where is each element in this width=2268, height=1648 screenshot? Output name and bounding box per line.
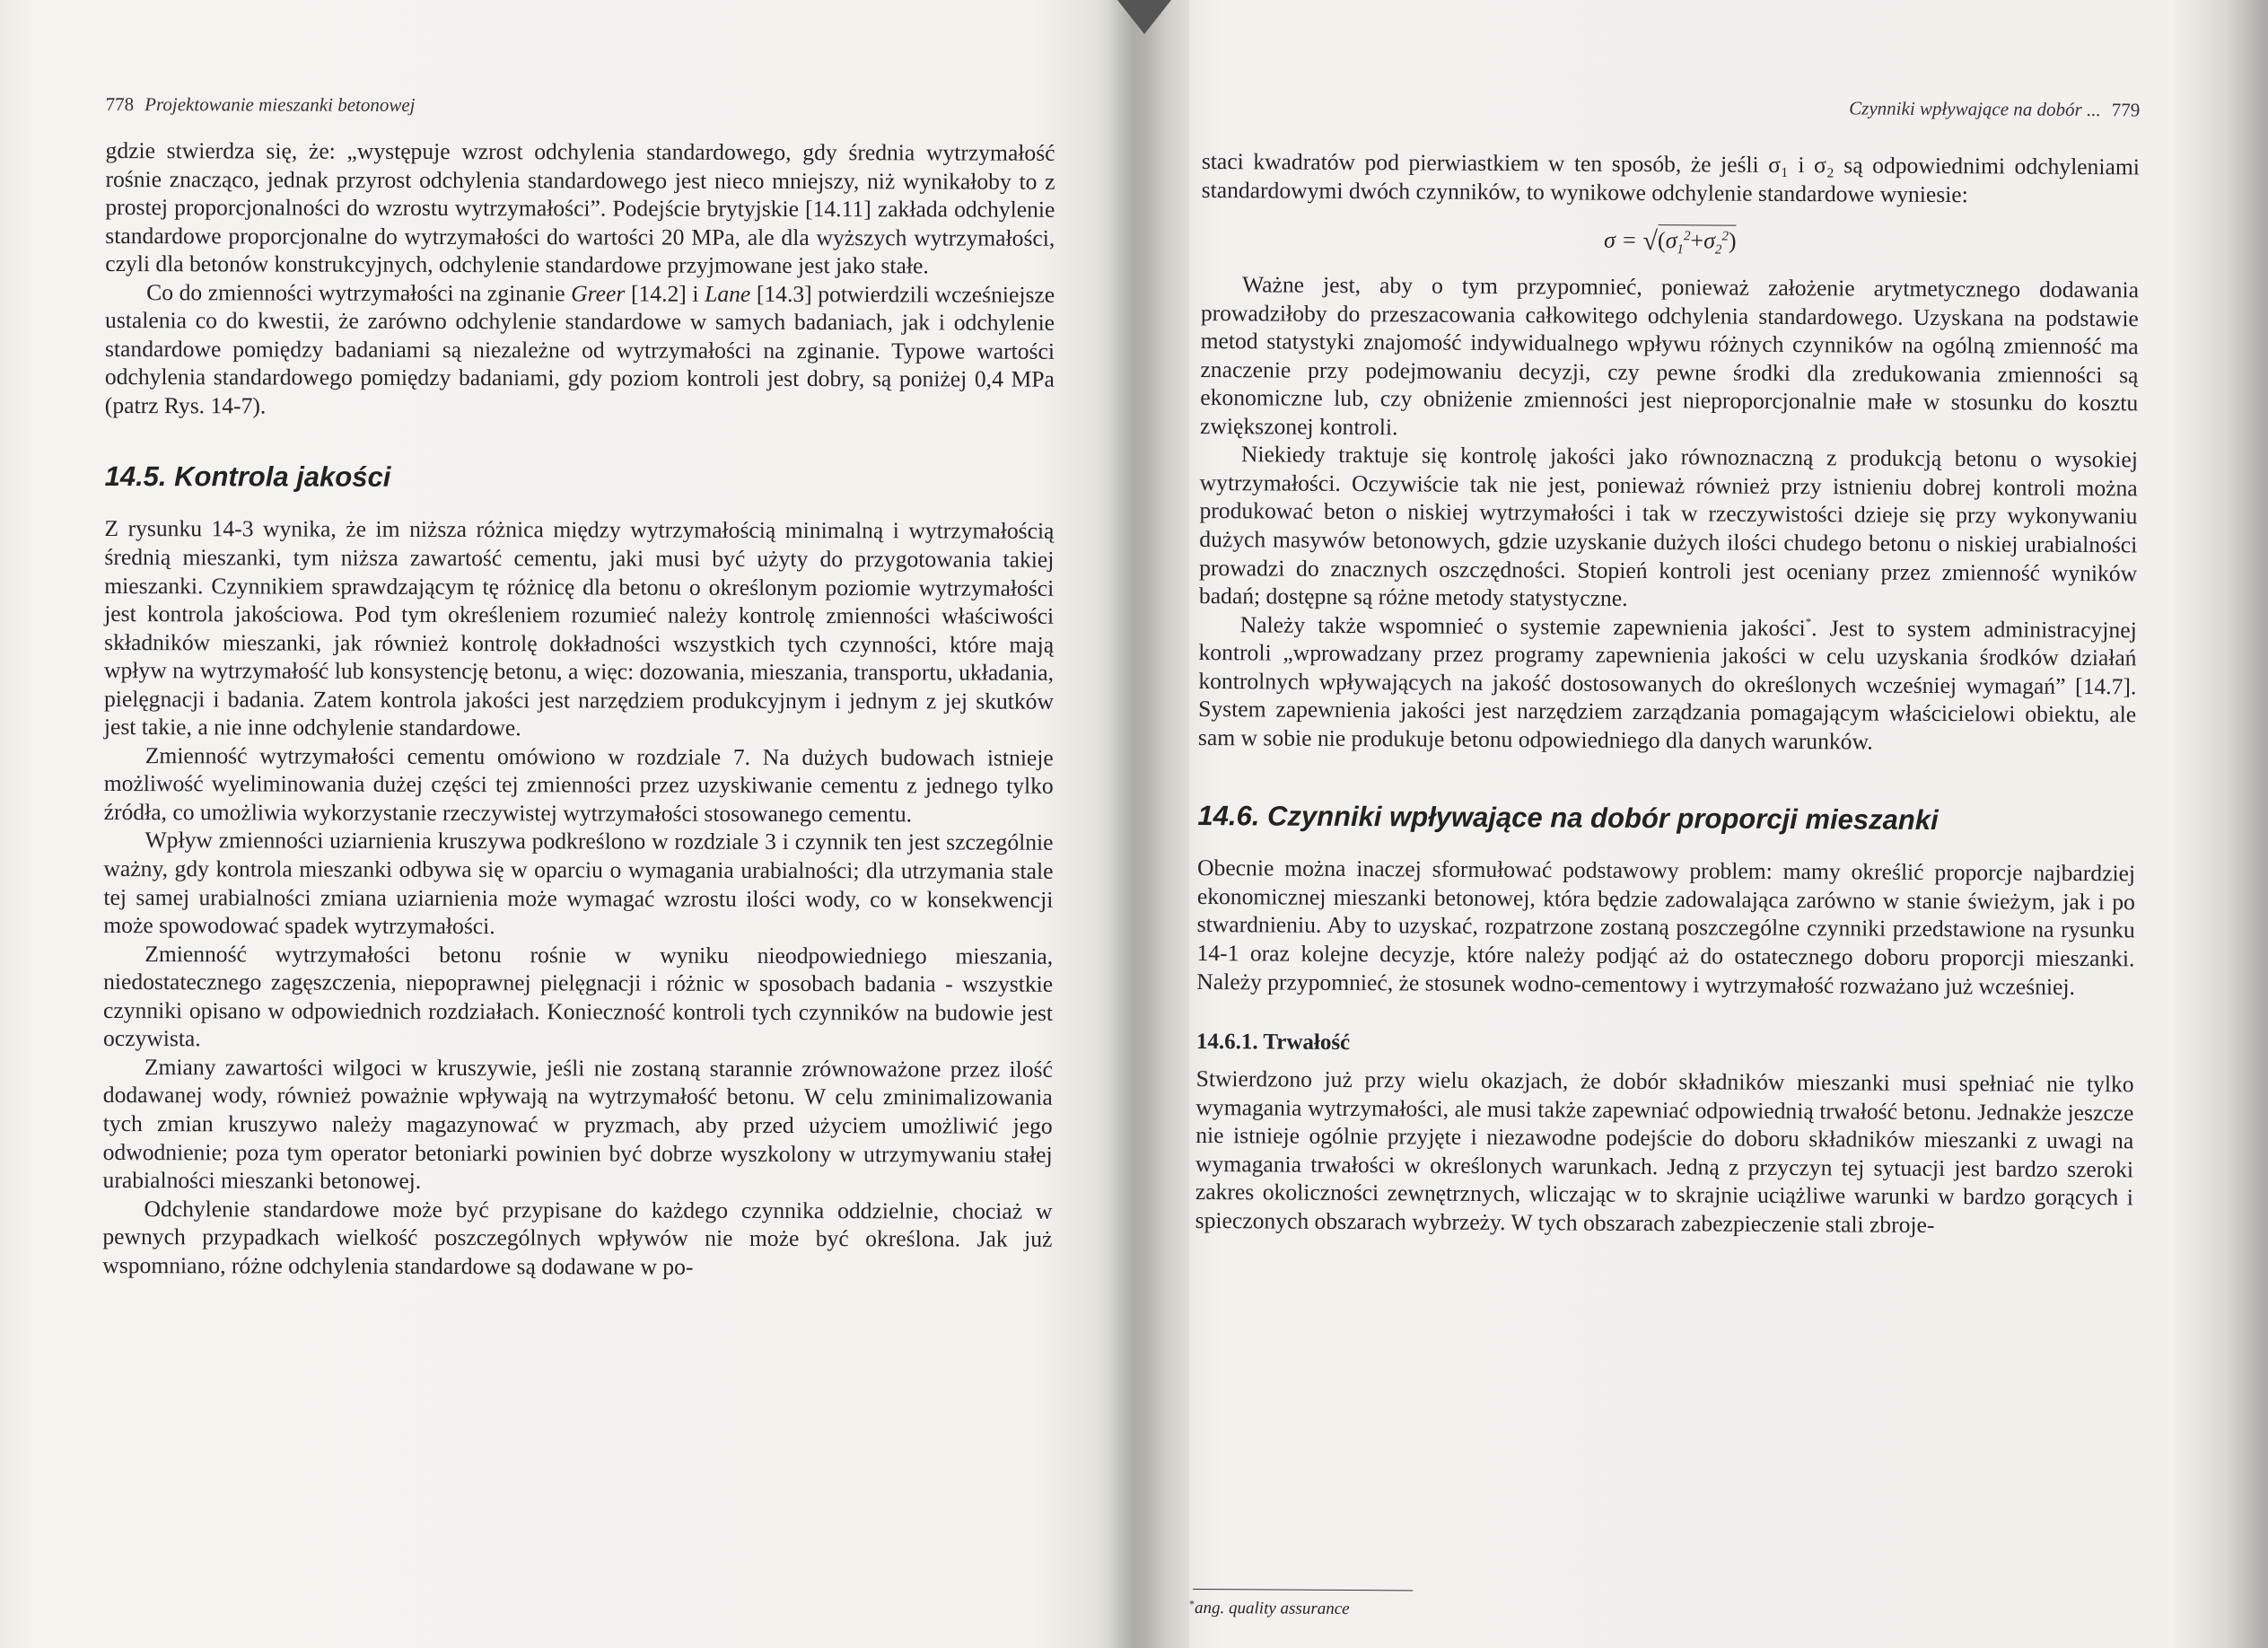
paragraph: Odchylenie standardowe może być przypisane do każdego czynnika oddzielnie, chociaż w pewnych przypadkach wielkość poszczególnych wpływów nie może być określona. Jak już wspomniano, różne odchylenia standardowe są dodawane w po- bbox=[102, 1195, 1053, 1280]
footnote: *ang. quality assurance bbox=[1189, 1597, 1350, 1619]
paragraph: Z rysunku 14-3 wynika, że im niższa różnica między wytrzymałością minimalną i wytrzymałością średnią mieszanki, tym niższa zawartość cementu, jaki musi być użyty do przygotowania takiej mieszanki. Czynnikiem sprawdzającym tę różnicę dla betonu o określonym poziomie wytrzymałości jest kontrola jakościowa. Pod tym określeniem rozumieć należy kontrolę zmienności właściwości składników mieszanki, jak również kontrolę dokładności wszystkich tych czynności, które mają wpływ na wytrzymałość lub konsystencję betonu, a więc: dozowania, mieszania, transportu, układania, pielęgnacji i badania. Zatem kontrola jakości jest narzędziem produkcyjnym i jednym z jej skutków jest takie, a nie inne odchylenie standardowe. bbox=[103, 515, 1055, 741]
subsection-heading-14-6-1: 14.6.1. Trwałość bbox=[1195, 1030, 1351, 1056]
author-greer: Greer bbox=[571, 280, 626, 307]
paragraph: Niekiedy traktuje się kontrolę jakości jako równoznaczną z produkcją betonu o wysokiej wytrzymałości. Oczywiście tak nie jest, ponieważ również przy istnieniu dobrej kontroli można produkować beton o niskiej wytrzymałości i tak w rzeczywistości dzieje się przy wykonywaniu dużych masywów betonowych, gdzie uzyskanie dużych ilości chudego betonu o niskiej urabialności prowadzi do znacznych oszczędności. Stopień kontroli jest oceniany przez zmienność wyników badań; dostępne są różne metody statystyczne. bbox=[1198, 441, 2138, 612]
left-page-number: 778 bbox=[105, 92, 135, 116]
right-body bbox=[1195, 147, 2140, 1240]
left-running-head bbox=[106, 93, 416, 117]
section-heading-14-6: 14.6. Czynniki wpływające na dobór proporcji mieszanki bbox=[1197, 800, 1939, 837]
book-gutter bbox=[1108, 0, 1189, 1648]
formula-lhs: σ = bbox=[1604, 226, 1638, 254]
formula-radicand: $(\sigma_1^2+\sigma_2^2)$ bbox=[1658, 224, 1737, 254]
sigma-formula bbox=[1201, 220, 2139, 261]
paragraph: Zmienność wytrzymałości betonu rośnie w wyniku nieodpowiedniego mieszania, niedostatecznego zagęszczenia, niepoprawnej pielęgnacji i różnic w sposobach badania - wszystkie czynniki opisano w odpowiednich rozdziałach. Konieczność kontroli tych czynników na budowie jest oczywista. bbox=[102, 940, 1054, 1052]
paragraph: Zmiany zawartości wilgoci w kruszywie, jeśli nie zostaną starannie zrównoważone przez ilość dodawanej wody, również poważnie wpływają na wytrzymałość betonu. W celu zminimalizowania tych zmian kruszywo należy magazynować w pryzmach, aby przed użyciem umożliwić jego odwodnienie; poza tym operator betoniarki powinien być dobrze wyszkolony w utrzymywaniu stałej urabialności mieszanki betonowej. bbox=[102, 1053, 1053, 1194]
right-running-head bbox=[1849, 97, 2140, 121]
paragraph-quality-assurance: Należy także wspomnieć o systemie zapewnienia jakości*. Jest to system administracyjnej kontroli „wprowadzany przez programy zapewnienia jakości w celu uzyskania środków działań kontrolnych wpływających na jakość dostosowanych do określonych wcześniej wymagań” [14.7]. System zapewnienia jakości jest narzędziem zarządzania pomagającym właścicielowi obiektu, ale sam w sobie nie produkuje betonu odpowiedniego dla danych warunków. bbox=[1197, 610, 2137, 755]
right-running-title: Czynniki wpływające na dobór ... bbox=[1849, 97, 2101, 121]
footnote-marker: * bbox=[1805, 614, 1812, 628]
sqrt-symbol: √ bbox=[1642, 226, 1659, 257]
paragraph: Zmienność wytrzymałości cementu omówiono w rozdziale 7. Na dużych budowach istnieje możliwość wyeliminowania dużej części tej zmienności przez uzyskiwanie cementu z jednego tylko źródła, co umożliwia wykorzystanie rzeczywistej wytrzymałości stosowanego cementu. bbox=[103, 741, 1054, 828]
left-body bbox=[102, 136, 1055, 1282]
section-heading-14-5: 14.5. Kontrola jakości bbox=[104, 460, 391, 494]
paragraph: Stwierdzono już przy wielu okazjach, że dobór składników mieszanki musi spełniać nie tylko wymagania wytrzymałości, ale musi także zapewniać odpowiednią trwałość betonu. Jednakże jeszcze nie istnieje ogólnie przyjęte i niezawodne podejście do doboru składników mieszanki z uwagi na wymagania trwałości w określonych warunkach. Jedną z przyczyn tej sytuacji jest bardzo szeroki zakres okoliczności zewnętrznych, wliczając w to skrajnie uciążliwe warunki w bardzo gorących i spieczonych obszarach wybrzeży. W tych obszarach zabezpieczenie stali zbroje- bbox=[1195, 1065, 2134, 1238]
left-running-title: Projektowanie mieszanki betonowej bbox=[144, 93, 416, 116]
paragraph-greer-lane: Co do zmienności wytrzymałości na zginanie Greer [14.2] i Lane [14.3] potwierdzili wcześniejsze ustalenia co do kwestii, że zarówno odchylenie standardowe w samych badaniach, jak i odchylenie standardowe pomiędzy badaniami są niezależne od wytrzymałości na zginanie. Typowe wartości odchylenia standardowego pomiędzy badaniami, gdy poziom kontroli jest dobry, są poniżej 0,4 MPa (patrz Rys. 14-7). bbox=[104, 278, 1055, 419]
footnote-text: ang. quality assurance bbox=[1194, 1598, 1350, 1619]
author-lane: Lane bbox=[705, 280, 751, 307]
paragraph: gdzie stwierdza się, że: „występuje wzrost odchylenia standardowego, gdy średnia wytrzymałość rośnie znacząco, jednak przyrost odchylenia standardowego jest nieco mniejszy, niż wynikałoby to z prostej proporcjonalności do wzrostu wytrzymałości”. Podejście brytyjskie [14.11] zakłada odchylenie standardowe proporcjonalne do wytrzymałości do wartości 20 MPa, ale dla wyższych wytrzymałości, czyli dla betonów konstrukcyjnych, odchylenie standardowe przyjmowane jest jako stałe. bbox=[105, 136, 1055, 279]
paragraph: Wpływ zmienności uziarnienia kruszywa podkreślono w rozdziale 3 i czynnik ten jest szczególnie ważny, gdy kontrola mieszanki odbywa się w oparciu o wymagania urabialności; dla utrzymania stale tej samej urabialności zmiana uziarnienia może wymagać wzrostu ilości wody, co w konsekwencji może spowodować spadek wytrzymałości. bbox=[103, 827, 1054, 940]
paragraph: Ważne jest, aby o tym przypomnieć, ponieważ założenie arytmetycznego dodawania prowadziłoby do przeszacowania całkowitego odchylenia standardowego. Uzyskana na podstawie metod statystyki znajomość indywidualnego wpływu różnych czynników na ogólną zmienność ma znaczenie przy podejmowaniu decyzji, czy pewne środki dla zredukowania zmienności są ekonomiczne lub, czy obniżenie zmienności jest nieproporcjonalnie małe w stosunku do kosztu zwiększonej kontroli. bbox=[1200, 271, 2140, 441]
paragraph: staci kwadratów pod pierwiastkiem w ten sposób, że jeśli σ₁ i σ₂ są odpowiednimi odchyleniami standardowymi dwóch czynników, to wynikowe odchylenie standardowe wyniesie: bbox=[1201, 147, 2140, 207]
paragraph: Obecnie można inaczej sformułować podstawowy problem: mamy określić proporcje najbardziej ekonomicznej mieszanki betonowej, która będzie zadowalająca zarówno w stanie świeżym, jak i po stwardnieniu. Aby to uzyskać, rozpatrzone zostaną poszczególne czynniki przedstawione na rysunku 14-1 oraz kolejne decyzje, które należy podjąć aż do ostatecznego doboru proporcji mieszanki. Należy przypomnieć, że stosunek wodno-cementowy i wytrzymałość rozważano już wcześniej. bbox=[1196, 855, 2136, 1000]
right-page-number: 779 bbox=[2111, 99, 2141, 121]
